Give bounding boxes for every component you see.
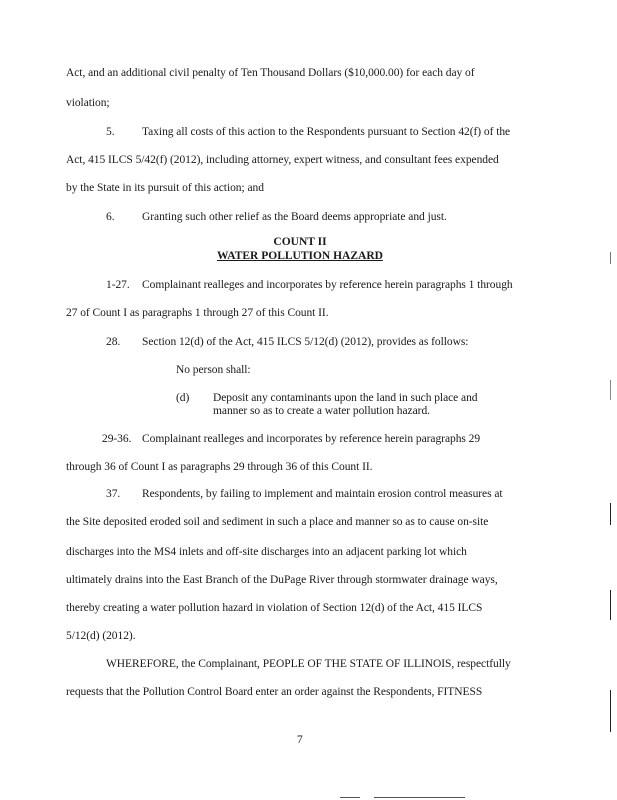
text-line: Taxing all costs of this action to the Respondents pursuant to Section 42(f) of the <box>142 126 511 138</box>
paragraph-number: 5. <box>106 126 115 138</box>
text-line: thereby creating a water pollution hazard in violation of Section 12(d) of the Act, 415 ILCS <box>66 602 483 614</box>
quote-item-text: Deposit any contaminants upon the land in such place and <box>213 392 478 404</box>
footer-rule-gap <box>360 797 374 798</box>
margin-scan-mark <box>610 690 611 732</box>
text-line: discharges into the MS4 inlets and off-site discharges into an adjacent parking lot which <box>66 546 467 558</box>
paragraph-number: 28. <box>106 336 121 348</box>
quote-intro: No person shall: <box>176 364 251 376</box>
text-line: Respondents, by failing to implement and maintain erosion control measures at <box>142 488 503 500</box>
paragraph-number: 29-36. <box>102 433 132 445</box>
text-line: violation; <box>66 97 110 109</box>
text-line: Complainant realleges and incorporates by reference herein paragraphs 29 <box>142 433 481 445</box>
paragraph-number: 1-27. <box>106 279 130 291</box>
text-line: 27 of Count I as paragraphs 1 through 27 of this Count II. <box>66 307 329 319</box>
margin-scan-mark <box>610 380 611 400</box>
count-subheading: WATER POLLUTION HAZARD <box>217 250 383 262</box>
text-line: Granting such other relief as the Board deems appropriate and just. <box>142 211 447 223</box>
margin-scan-mark <box>610 252 611 264</box>
quote-item-text: manner so as to create a water pollution hazard. <box>213 405 430 417</box>
page-number: 7 <box>297 734 303 746</box>
text-line: by the State in its pursuit of this action; and <box>66 182 264 194</box>
margin-scan-mark <box>610 503 611 525</box>
text-line: WHEREFORE, the Complainant, PEOPLE OF THE STATE OF ILLINOIS, respectfully <box>106 658 511 670</box>
text-line: ultimately drains into the East Branch of the DuPage River through stormwater drainage ways, <box>66 574 498 586</box>
text-line: Act, 415 ILCS 5/42(f) (2012), including attorney, expert witness, and consultant fees expended <box>66 154 499 166</box>
text-line: Act, and an additional civil penalty of Ten Thousand Dollars ($10,000.00) for each day of <box>66 67 475 79</box>
margin-scan-mark <box>610 590 611 620</box>
paragraph-number: 6. <box>106 211 115 223</box>
text-line: Section 12(d) of the Act, 415 ILCS 5/12(d) (2012), provides as follows: <box>142 336 469 348</box>
footer-rule <box>340 797 465 798</box>
quote-item-label: (d) <box>176 392 190 404</box>
text-line: Complainant realleges and incorporates by reference herein paragraphs 1 through <box>142 279 513 291</box>
paragraph-number: 37. <box>106 488 121 500</box>
text-line: through 36 of Count I as paragraphs 29 through 36 of this Count II. <box>66 461 373 473</box>
text-line: requests that the Pollution Control Board enter an order against the Respondents, FITNESS <box>66 686 483 698</box>
count-heading: COUNT II <box>273 236 327 248</box>
text-line: the Site deposited eroded soil and sediment in such a place and manner so as to cause on-site <box>66 516 489 528</box>
text-line: 5/12(d) (2012). <box>66 630 136 642</box>
